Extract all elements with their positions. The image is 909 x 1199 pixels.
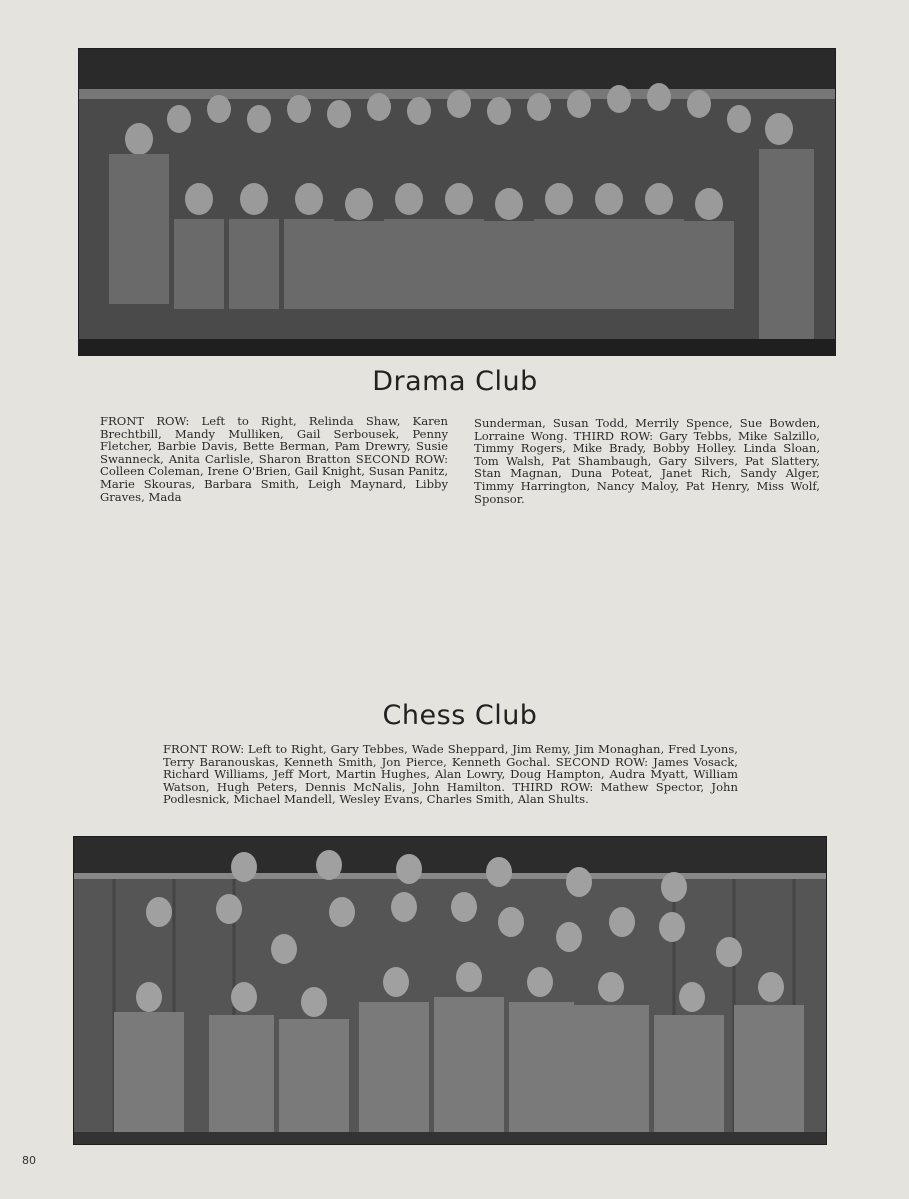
chess-club-photo-graphic — [74, 837, 826, 1144]
page-number: 80 — [22, 1154, 36, 1167]
drama-club-title: Drama Club — [372, 366, 538, 397]
chess-club-caption: FRONT ROW: Left to Right, Gary Tebbes, Wade Sheppard, Jim Remy, Jim Monaghan, Fred Lyons, Terry Baranouskas, Kenneth Smith, Jon Pierce, Kenneth Gochal. SECOND ROW: James Vosack, Richard Williams, Jeff Mort, Martin Hughes, Alan Lowry, Doug Hampton, Audra Myatt, William Watson, Hugh Peters, Dennis McNalis, John Hamilton. THIRD ROW: Mathew Spector, John Podlesnick, Michael Mandell, Wesley Evans, Charles Smith, Alan Shults. — [163, 742, 738, 807]
drama-club-photo — [78, 48, 836, 356]
drama-club-caption-column-2: Sunderman, Susan Todd, Merrily Spence, Sue Bowden, Lorraine Wong. THIRD ROW: Gary Tebbs, Mike Salzillo, Timmy Rogers, Mike Brady, Bobby Holley. Linda Sloan, Tom Walsh, Pat Shambaugh, Gary Silvers, Pat Slattery, Stan Magnan, Duna Poteat, Janet Rich, Sandy Alger, Timmy Harrington, Nancy Maloy, Pat Henry, Miss Wolf, Sponsor. — [474, 416, 820, 506]
drama-club-photo-graphic — [79, 49, 835, 355]
drama-club-caption-column-1: FRONT ROW: Left to Right, Relinda Shaw, Karen Brechtbill, Mandy Mulliken, Gail Serbousek, Penny Fletcher, Barbie Davis, Bette Berman, Pam Drewry, Susie Swanneck, Anita Carlisle, Sharon Bratton SECOND ROW: Colleen Coleman, Irene O'Brien, Gail Knight, Susan Panitz, Marie Skouras, Barbara Smith, Leigh Maynard, Libby Graves, Mada — [100, 414, 448, 504]
chess-club-photo — [73, 836, 827, 1145]
chess-club-title: Chess Club — [382, 700, 538, 731]
